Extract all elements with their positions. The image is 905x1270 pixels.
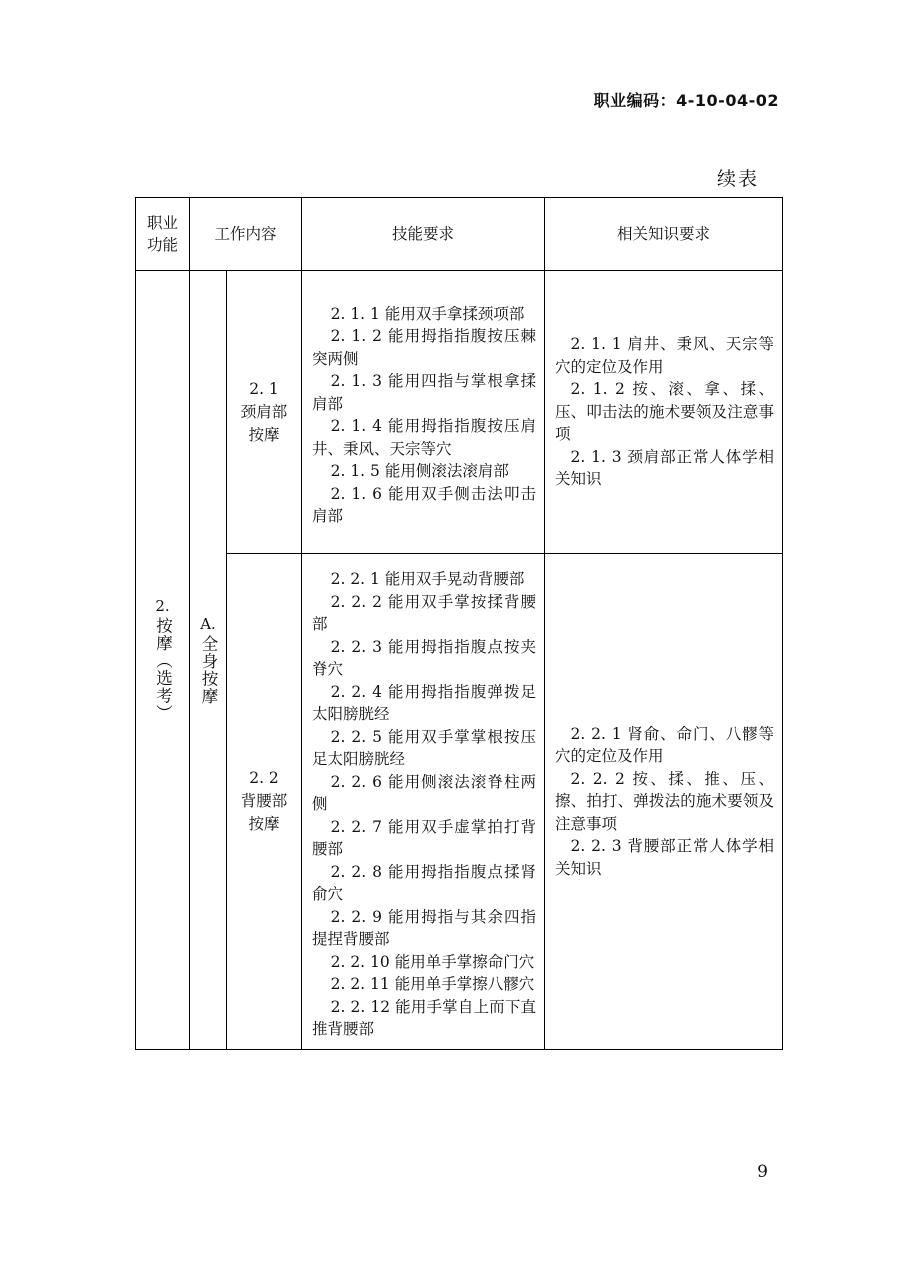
table-row [136,271,783,554]
knowledge-item: 2. 2. 1 肾俞、命门、八髎等穴的定位及作用 [555,724,775,765]
page-number: 9 [757,1162,768,1182]
knowledge-item: 2. 2. 3 背腰部正常人体学相关知识 [555,837,775,878]
header-function [136,198,190,271]
skill-item: 2. 2. 2 能用双手掌按揉背腰部 [312,592,537,633]
function-label: 按摩（选考） [153,617,173,723]
knowledge-cell [545,554,783,1050]
knowledge-item: 2. 1. 1 肩井、秉风、天宗等穴的定位及作用 [555,335,775,376]
skill-item: 2. 2. 3 能用拇指指腹点按夹脊穴 [312,637,537,678]
sub-item-number: 2. 1 [249,379,279,398]
skill-item: 2. 2. 12 能用手掌自上而下直推背腰部 [312,997,537,1038]
skill-item: 2. 2. 7 能用双手虚掌拍打背腰部 [312,817,537,858]
sub-item-back-waist [227,554,302,1050]
table-row [136,554,783,1050]
skill-item: 2. 2. 8 能用拇指指腹点揉肾俞穴 [312,862,537,903]
work-category-label: 全身按摩 [199,634,218,705]
function-prefix: 2. [155,597,170,616]
function-cell [136,271,190,1050]
work-category-cell [190,271,227,1050]
header-skill-requirements: 技能要求 [302,198,545,271]
skill-item: 2. 2. 9 能用拇指与其余四指提捏背腰部 [312,907,537,948]
work-category-prefix: A. [200,614,216,633]
sub-item-label: 颈肩部 [240,402,288,421]
skill-item: 2. 2. 5 能用双手掌掌根按压足太阳膀胱经 [312,727,537,768]
table-header-row [136,198,783,271]
sub-item-neck-shoulder [227,271,302,554]
skill-item: 2. 1. 1 能用双手拿揉颈项部 [330,304,525,323]
knowledge-cell [545,271,783,554]
skill-item: 2. 1. 3 能用四指与掌根拿揉肩部 [312,372,537,413]
sub-item-label: 按摩 [248,425,280,444]
skill-item: 2. 2. 10 能用单手掌擦命门穴 [330,952,535,971]
sub-item-label: 按摩 [248,814,280,833]
sub-item-label: 背腰部 [240,791,288,810]
header-function-line1: 职业 [146,213,178,232]
skill-item: 2. 1. 6 能用双手侧击法叩击肩部 [312,484,537,525]
skill-item: 2. 2. 4 能用拇指指腹弹拨足太阳膀胱经 [312,682,537,723]
continued-label: 续表 [716,168,759,190]
header-function-line2: 功能 [146,236,178,254]
skill-item: 2. 2. 1 能用双手晃动背腰部 [330,570,525,588]
skill-item: 2. 1. 2 能用拇指指腹按压棘突两侧 [312,327,537,368]
skills-cell [302,271,545,554]
occupation-code: 职业编码：4-10-04-02 [593,91,779,110]
skill-item: 2. 2. 6 能用侧滚法滚脊柱两侧 [312,772,537,813]
knowledge-item: 2. 2. 2 按、揉、推、压、擦、拍打、弹拨法的施术要领及注意事项 [555,769,775,833]
knowledge-item: 2. 1. 2 按、滚、拿、揉、压、叩击法的施术要领及注意事项 [555,380,775,444]
skill-item: 2. 2. 11 能用单手掌擦八髎穴 [330,975,535,993]
skills-table [135,197,783,1050]
header-knowledge-requirements: 相关知识要求 [545,198,783,271]
skills-cell [302,554,545,1050]
header-work-content: 工作内容 [190,198,302,271]
sub-item-number: 2. 2 [249,768,279,787]
skill-item: 2. 1. 5 能用侧滚法滚肩部 [330,462,509,480]
knowledge-item: 2. 1. 3 颈肩部正常人体学相关知识 [555,447,775,489]
skill-item: 2. 1. 4 能用拇指指腹按压肩井、秉风、天宗等穴 [312,417,537,458]
